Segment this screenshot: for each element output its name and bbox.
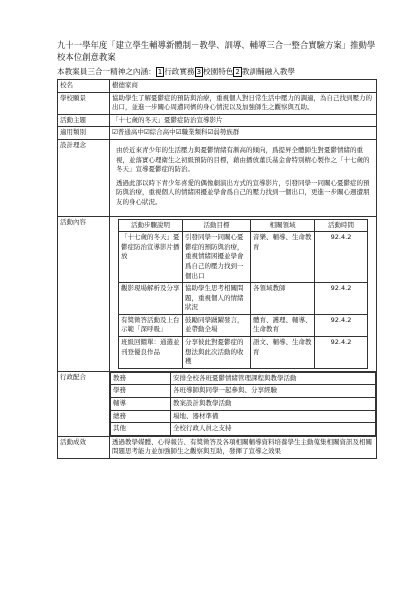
subtitle-prefix: 本教案員三合一精神之內涵：: [57, 67, 156, 76]
admin-unit: 總務: [111, 410, 171, 423]
activity-cell: [110, 216, 377, 371]
step-domain: 體育、護理、輔導、生命教育: [251, 314, 315, 336]
value-result: 透過教學媒體、心得報告、有獎徵答及各項相關輔導資料培養學生主動蒐集相關資訊及相關問題思考能力並加強師生之觀察與互助，發揮了宣導之效果: [110, 436, 377, 458]
step-domain: 語文、輔導、生命教育: [251, 337, 315, 369]
row-result: [58, 436, 377, 458]
admin-row: [111, 423, 376, 436]
admin-table: [110, 372, 376, 436]
subtitle-item-1: 行政實務: [164, 67, 195, 76]
row-admin: [58, 371, 377, 436]
checkbox-2: 2: [235, 68, 240, 76]
design-paragraph-2: 透過此部以時下青少年喜愛的偶像劇演出方式的宣導影片，引發同學一同關心憂鬱症的預防與治療，重視個人的情緒困擾並學會爲自己的壓力找到一個出口，更進一步關心週遭朋友的身心狀況。: [116, 178, 370, 206]
row-target: [58, 127, 377, 140]
row-school: [58, 80, 377, 93]
label-design: 設計理念: [58, 139, 110, 216]
label-target: 適用類別: [58, 127, 110, 140]
subtitle-item-3: 教訓輔融入教學: [241, 67, 296, 76]
activity-row: [119, 337, 368, 369]
row-theme: [58, 114, 377, 127]
activity-row: [119, 232, 368, 283]
step-desc: 有獎徵答活動及上台示範「深呼吸」: [119, 314, 183, 336]
header-domain: 相關領域: [251, 219, 315, 232]
value-theme: 「十七歲的冬天」憂鬱症防治宣導影片: [110, 114, 377, 127]
label-admin: 行政配合: [58, 371, 110, 436]
admin-unit: 教務: [111, 372, 171, 385]
step-domain: 各領域教師: [251, 283, 315, 315]
subtitle-item-2: 校園特色: [203, 67, 234, 76]
admin-unit: 輔導: [111, 398, 171, 411]
activity-header-row: [119, 219, 368, 232]
document-title: 九十一學年度「建立學生輔導新體制－教學、訓導、輔導三合一整合實驗方案」推動學校本位創意教案: [57, 40, 376, 62]
step-time: 92.4.2: [315, 337, 368, 369]
checkbox-1: 1: [157, 68, 163, 76]
activity-row: [119, 283, 368, 315]
admin-unit: 學務: [111, 385, 171, 398]
row-activity: [58, 216, 377, 371]
step-goal: 引發同學一同關心憂鬱症的預防與治療，重視情緒困擾並學會爲自己的壓力找到一個出口: [183, 232, 251, 283]
step-time: 92.4.2: [315, 314, 368, 336]
admin-row: [111, 398, 376, 411]
admin-cell: [110, 371, 377, 436]
activity-table: [118, 219, 368, 369]
admin-task: 安排全校各班憂鬱情緒管理課程與教學活動: [171, 372, 376, 385]
step-time: 92.4.2: [315, 232, 368, 283]
step-domain: 音樂、輔導、生命教育: [251, 232, 315, 283]
step-goal: 鼓勵同學踴躍發言，並帶動全場: [183, 314, 251, 336]
header-goal: 活動目標: [183, 219, 251, 232]
step-desc: 班級回饋單：通選並刊登優良作品: [119, 337, 183, 369]
admin-row: [111, 410, 376, 423]
label-theme: 活動主題: [58, 114, 110, 127]
step-desc: 觀影現場解析及分享: [119, 283, 183, 315]
admin-task: 全校行政人員之支持: [171, 423, 376, 436]
step-time: 92.4.2: [315, 283, 368, 315]
admin-task: 教案設計與教學活動: [171, 398, 376, 411]
label-activity: 活動內容: [58, 216, 110, 371]
header-time: 活動時間: [315, 219, 368, 232]
admin-task: 場地、器材準備: [171, 410, 376, 423]
admin-row: [111, 372, 376, 385]
step-goal: 分享彼此對憂鬱症的想法與此次活動的收穫: [183, 337, 251, 369]
lesson-plan-table: [57, 79, 377, 459]
row-goal: [58, 92, 377, 114]
label-school: 校名: [58, 80, 110, 93]
admin-unit: 其他: [111, 423, 171, 436]
document-subtitle: [57, 66, 377, 77]
value-school: 樹德家商: [110, 80, 377, 93]
admin-task: 各班導師與同學一起參與、分享經驗: [171, 385, 376, 398]
value-goal: 協助學生了解憂鬱症的預防與治療，重視個人對日常生活中壓力的調適，為自己找到壓力的出口，並進一步關心周遭同儕的身心情況以及加強師生之觀察與互助。: [110, 92, 377, 114]
row-design: [58, 139, 377, 216]
step-goal: 協助學生思考相關問題，重視個人的情緒狀況: [183, 283, 251, 315]
value-design: [110, 139, 377, 216]
value-target: ☑普通高中☑綜合高中☑職業類科☑弱勢族群: [110, 127, 377, 140]
admin-row: [111, 385, 376, 398]
design-paragraph-1: 由於近來青少年的生活壓力與憂鬱情緒有漸高的傾向，爲提昇全體師生對憂鬱情緒的重視，並落實心理衛生之初級預防的目標，藉由播放董氏基金會特別精心製作之「十七歲的冬天」宣導憂鬱症的防治。: [116, 145, 370, 174]
header-step: 活動步驟說明: [119, 219, 183, 232]
label-result: 活動成效: [58, 436, 110, 458]
activity-row: [119, 314, 368, 336]
label-goal: 學校願景: [58, 92, 110, 114]
checkbox-3: 3: [196, 68, 202, 76]
step-desc: 「十七歲的冬天」憂鬱症防治宣導影片播放: [119, 232, 183, 283]
